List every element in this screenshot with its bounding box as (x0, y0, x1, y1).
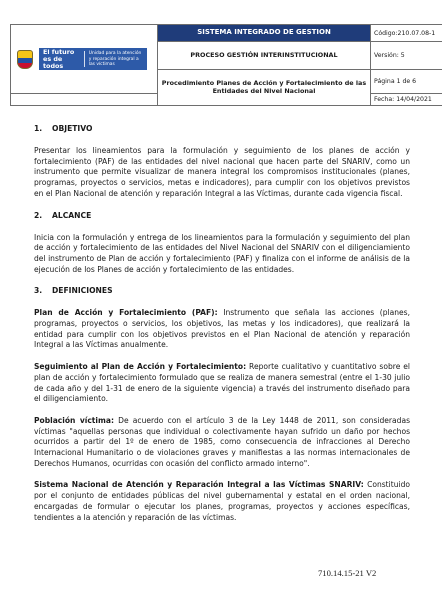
page-number (371, 70, 442, 94)
logo (14, 25, 154, 93)
document-body (34, 124, 410, 523)
procedure-title: Procedimiento Planes de Acción y Fortalecimiento de las Entidades del Nivel Nacional (158, 70, 371, 106)
section-heading-alcance: 2. ALCANCE (34, 210, 92, 220)
system-title: SISTEMA INTEGRADO DE GESTION (158, 25, 371, 42)
section-heading-objetivo: 1. OBJETIVO (34, 124, 93, 133)
header-table (10, 24, 442, 106)
document-header (10, 24, 434, 106)
coat-of-arms-icon (14, 49, 36, 69)
objetivo-text: Presentar los lineamientos para la formulación y seguimiento de los planes de acción y fortalecimiento (PAF) de las entidades del nivel nacional que hacen parte del SNARIV, como un instrumento que permite visualizar de manera integral los compromisos institucionales (planes, programas, proyectos o servicios, metas e indicadores), para cumplir con los objetivos previstos en el Plan Nacional de atención y reparación Integral a las Víctimas, durante cada vigencia fiscal. (34, 146, 410, 198)
document-date: Fecha: 14/04/2021 (371, 94, 442, 106)
process-title: PROCESO GESTIÓN INTERINSTITUCIONAL (158, 42, 371, 70)
document-code: Código:210.07.08-1 (371, 25, 442, 42)
alcance-text: Inicia con la formulación y entrega de los lineamientos para la formulación y seguimiento del plan de acción y fortalecimiento de las entidades del Nivel Nacional del SNARIV con el diligenciamiento del instrumento de Plan de acción y fortalecimiento (PAF) y finaliza con el informe de análisis de la ejecución de los Planes de acción y fortalecimiento de las entidades. (34, 232, 410, 274)
logo-cell (11, 25, 158, 94)
document-version: Versión: 5 (371, 42, 442, 70)
logo-cell-bottom (11, 94, 158, 106)
footer-code: 710.14.15-21 V2 (318, 568, 377, 578)
logo-entity-name: Unidad para la atención y reparación integral a las víctimas (88, 51, 142, 67)
definition-paf: Plan de Acción y Fortalecimiento (PAF): Instrumento que señala las acciones (planes, programas, proyectos o servicios, los objetivos, las metas y los indicadores), que realizará la entidad para cumplir con los objetivos previstos en el Plan Nacional de atención y reparación Integral a las Víctimas anualmente. (34, 308, 410, 350)
logo-slogan: El futuro es de todos (43, 47, 75, 70)
definition-poblacion-victima: Población víctima: De acuerdo con el artículo 3 de la Ley 1448 de 2011, son consideradas víctimas "aquellas personas que individual o colectivamente hayan sufrido un daño por hechos ocurridos a partir del 1º de enero de 1985, como consecuencia de infracciones al Derecho Internacional Humanitario o de violaciones graves y manifiestas a las normas internacionales de Derechos Humanos, ocurridas con ocasión del conflicto armado interno". (34, 415, 411, 468)
logo-box (39, 48, 147, 70)
definition-snariv: Sistema Nacional de Atención y Reparación Integral a las Víctimas SNARIV: Constituido por el conjunto de entidades públicas del nivel gubernamental y estatal en el orden nacional, encargadas de formular o ejecutar los planes, programas, proyectos y acciones específicas, tendientes a la atención y reparación de las víctimas. (34, 480, 410, 522)
section-heading-definiciones: 3. DEFINICIONES (34, 286, 113, 296)
page-number-text: Página 1 de 6 (374, 78, 417, 86)
definition-seguimiento: Seguimiento al Plan de Acción y Fortalecimiento: Reporte cualitativo y cuantitativo sobre el plan de acción y fortalecimiento formulado que se realiza de manera semestral (entre el 1-30 julio de cada año y del 1-31 de enero de la siguiente vigencia) a través del instrumento diseñado para el diligenciamiento. (34, 362, 410, 404)
